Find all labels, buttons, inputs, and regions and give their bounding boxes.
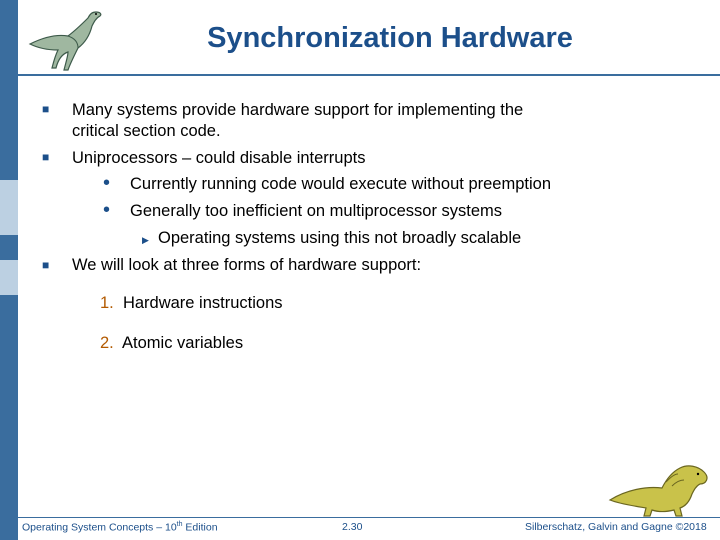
- bullet-text: critical section code.: [72, 122, 221, 140]
- square-bullet-icon: ■: [42, 102, 50, 116]
- bullet-text: Uniprocessors – could disable interrupts: [72, 149, 366, 167]
- square-bullet-icon: ■: [42, 150, 50, 164]
- footer-edition: Edition: [182, 521, 218, 534]
- bullet-text: We will look at three forms of hardware support:: [72, 256, 422, 274]
- footer-left: [22, 521, 218, 534]
- footer-divider: [18, 517, 720, 518]
- slide-title: Synchronization Hardware: [207, 22, 573, 54]
- sidebar-band: [0, 180, 18, 235]
- bullet-text: Many systems provide hardware support for implementing the: [72, 101, 524, 119]
- round-bullet-icon: •: [103, 199, 111, 221]
- page-number: 2.30: [342, 521, 363, 533]
- item-number: 2.: [100, 334, 114, 352]
- numbered-item: [100, 333, 243, 354]
- sub-bullet-text: Generally too inefficient on multiprocessor systems: [130, 202, 503, 220]
- sidebar-band: [0, 260, 18, 295]
- round-bullet-icon: •: [103, 172, 111, 194]
- dinosaur-icon: [24, 4, 116, 72]
- footer-superscript: th: [176, 521, 183, 528]
- dinosaur-icon: [606, 460, 716, 518]
- sub-sub-bullet-text: Operating systems using this not broadly scalable: [158, 229, 522, 247]
- footer-copyright: Silberschatz, Galvin and Gagne ©2018: [525, 521, 707, 533]
- left-sidebar: [0, 0, 18, 540]
- item-text: Hardware instructions: [122, 294, 283, 312]
- numbered-item: [100, 293, 283, 314]
- item-number: 1.: [100, 294, 114, 312]
- item-text: Atomic variables: [122, 334, 244, 352]
- title-divider: [18, 74, 720, 76]
- sub-bullet-text: Currently running code would execute without preemption: [130, 175, 551, 193]
- footer-book-title: Operating System Concepts – 10: [22, 521, 177, 534]
- triangle-bullet-icon: ▶: [142, 235, 149, 245]
- square-bullet-icon: ■: [42, 258, 50, 272]
